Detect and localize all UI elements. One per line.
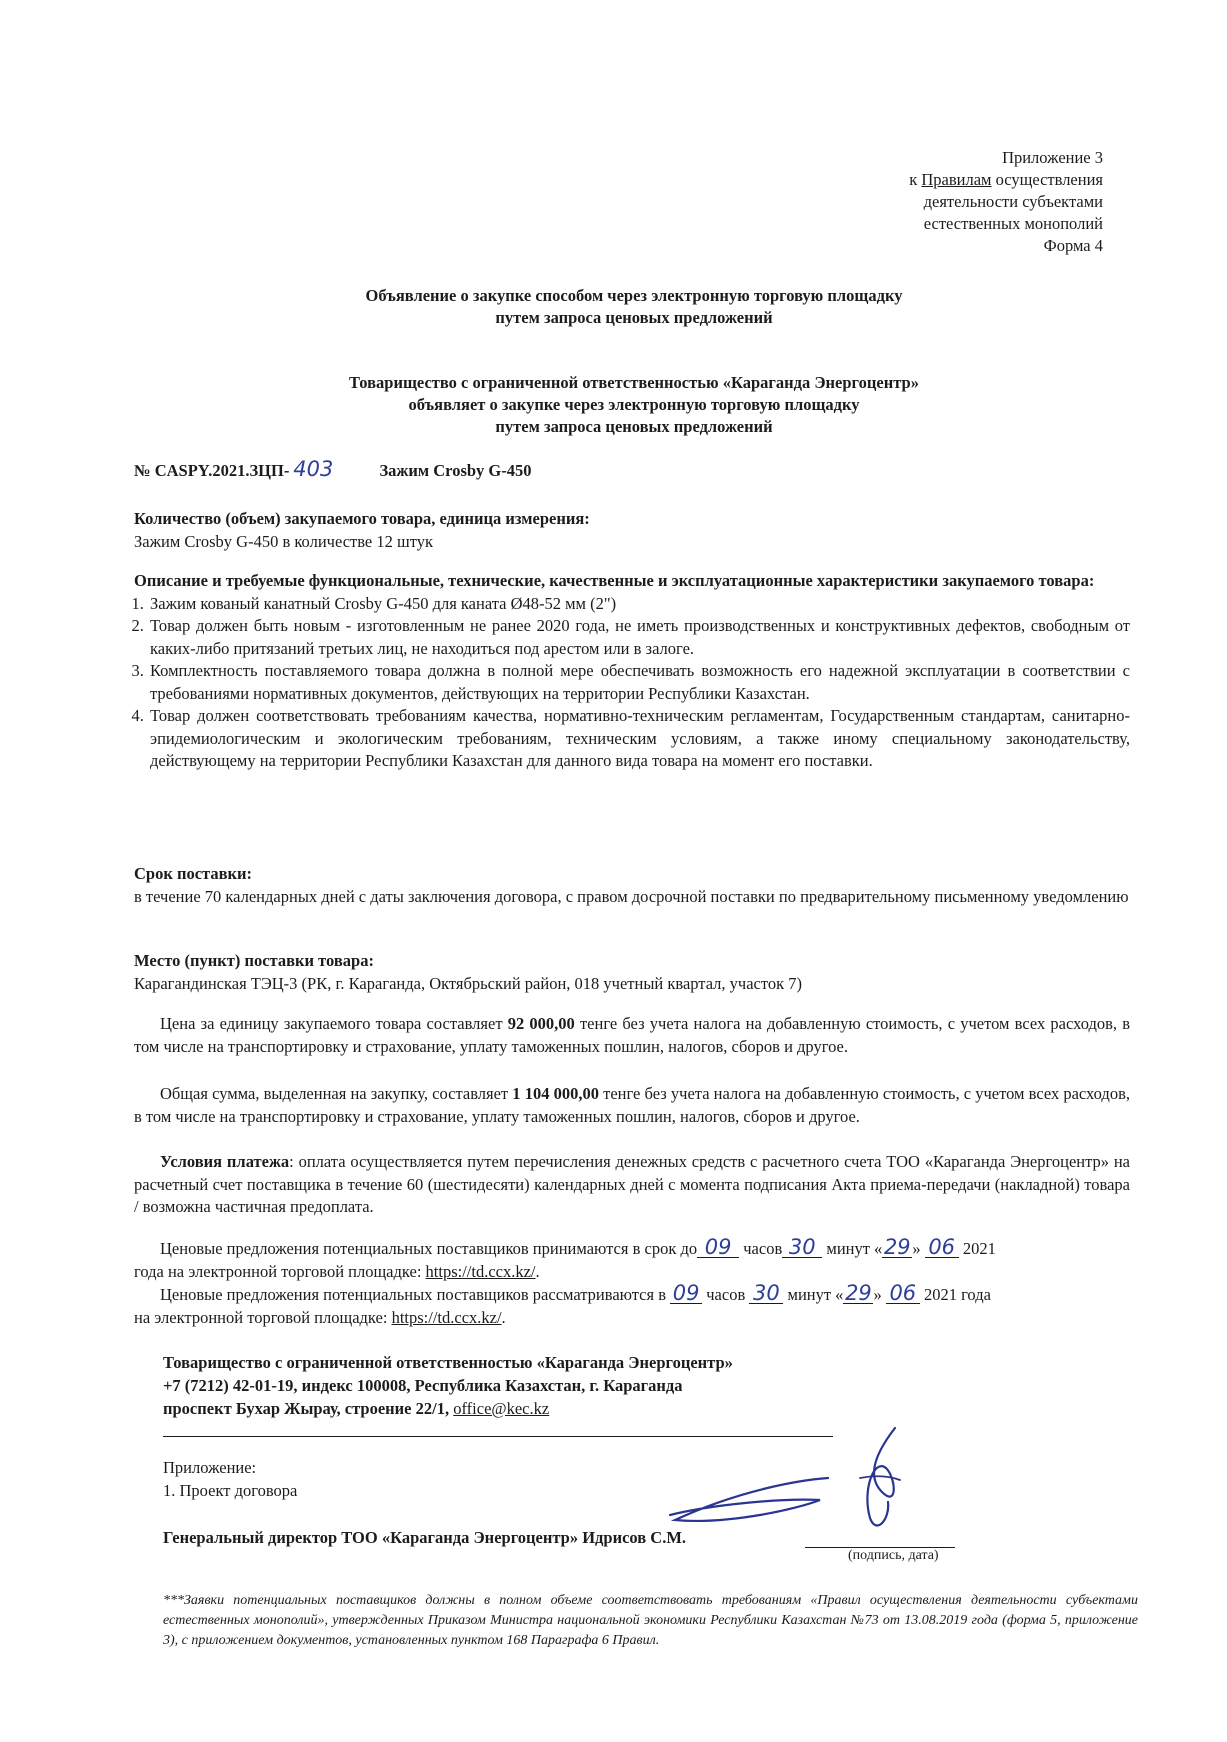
title-line-2: путем запроса ценовых предложений — [495, 308, 773, 327]
rules-link[interactable]: Правилам — [921, 170, 992, 189]
unit-price-amount: 92 000,00 — [507, 1014, 575, 1033]
description-section — [134, 570, 1130, 773]
contacts-block — [163, 1351, 1063, 1420]
delivery-term-text: в течение 70 календарных дней с даты заключения договора, с правом досрочной поставки по предварительному письменному уведомлению — [134, 886, 1129, 906]
announcer-line-2: объявляет о закупке через электронную торговую площадку — [408, 395, 860, 414]
announcer-line-3: путем запроса ценовых предложений — [495, 417, 773, 436]
appendix-line-3: деятельности субъектами — [923, 192, 1103, 211]
quantity-text: Зажим Crosby G-450 в количестве 12 штук — [134, 531, 433, 551]
description-heading: Описание и требуемые функциональные, технические, качественные и эксплуатационные характеристики закупаемого товара: — [134, 571, 1095, 590]
appendix-rules-line: к Правилам осуществления — [909, 170, 1103, 189]
announcer-line-1: Товарищество с ограниченной ответственностью «Караганда Энергоцентр» — [349, 373, 919, 392]
description-item: 3. Комплектность поставляемого товара должна в полной мере обеспечивать возможность его надежной эксплуатации в соответствии с требованиями нормативных документов, действующих на территории Республики Казахстан. — [148, 660, 1130, 705]
unit-price-paragraph: Цена за единицу закупаемого товара составляет 92 000,00 тенге без учета налога на добавленную стоимость, с учетом всех расходов, в том числе на транспортировку и страхование, уплату таможенных пошлин, налогов, сборов и другое. — [134, 1014, 1130, 1056]
review-hour: 09 — [670, 1284, 702, 1304]
contact-email-link[interactable]: office@kec.kz — [453, 1399, 550, 1418]
contacts-line-1: Товарищество с ограниченной ответственностью «Караганда Энергоцентр» — [163, 1353, 733, 1372]
description-list — [122, 593, 1130, 773]
review-paragraph — [134, 1281, 1134, 1329]
attachments-heading: Приложение: — [163, 1458, 257, 1477]
review-line-1: Ценовые предложения потенциальных поставщиков рассматриваются в 09 часов 30 минут «29» 06 2021 года — [160, 1281, 991, 1305]
announcer-block — [134, 372, 1134, 438]
signature-image — [650, 1420, 970, 1540]
description-item: 1. Зажим кованый канатный Crosby G-450 для каната Ø48-52 мм (2") — [148, 593, 1130, 616]
quantity-heading: Количество (объем) закупаемого товара, единица измерения: — [134, 509, 590, 528]
appendix-number: Приложение 3 — [1002, 148, 1103, 167]
footnote: ***Заявки потенциальных поставщиков должны в полном объеме соответствовать требованиям «Правил осуществления деятельности субъектами естественных монополий», утвержденных Приказом Министра национальной экономики Республики Казахстан №73 от 13.08.2019 года (форма 5, приложение 3), с приложением документов, установленных пунктом 168 Параграфа 6 Правил. — [163, 1593, 1138, 1648]
acceptance-day: 29 — [883, 1235, 911, 1259]
total-price-paragraph: Общая сумма, выделенная на закупку, составляет 1 104 000,00 тенге без учета налога на добавленную стоимость, с учетом всех расходов, в том числе на транспортировку и страхование, уплату таможенных пошлин, налогов, сборов и другое. — [134, 1084, 1130, 1126]
appendix-reference — [743, 147, 1103, 257]
description-item: 2. Товар должен быть новым - изготовленным не ранее 2020 года, не иметь производственных и конструктивных дефектов, свободным от каких-либо притязаний третьих лиц, не находиться под арестом или в залоге. — [148, 615, 1130, 660]
signature-caption: (подпись, дата) — [848, 1548, 939, 1563]
delivery-term-heading: Срок поставки: — [134, 864, 253, 883]
lot-name: Зажим Crosby G-450 — [379, 461, 532, 480]
signatory-text: Генеральный директор ТОО «Караганда Энергоцентр» Идрисов С.М. — [163, 1528, 687, 1547]
total-price-amount: 1 104 000,00 — [512, 1084, 599, 1103]
review-month: 06 — [886, 1284, 920, 1304]
lot-line — [134, 457, 834, 483]
review-minute: 30 — [749, 1284, 783, 1304]
acceptance-paragraph — [134, 1235, 1134, 1283]
delivery-place-heading: Место (пункт) поставки товара: — [134, 951, 374, 970]
acceptance-line-2: года на электронной торговой площадке: https://td.ccx.kz/. — [134, 1261, 540, 1281]
review-line-2: на электронной торговой площадке: https://td.ccx.kz/. — [134, 1307, 506, 1327]
title-line-1: Объявление о закупке способом через электронную торговую площадку — [365, 286, 903, 305]
document-title — [134, 285, 1134, 329]
attachments-block — [163, 1457, 563, 1502]
payment-terms-paragraph: Условия платежа: оплата осуществляется путем перечисления денежных средств с расчетного счета ТОО «Караганда Энергоцентр» на расчетный счет поставщика в течение 60 (шестидесяти) календарных дней с момента подписания Акта приема-передачи (накладной) товара / возможна частичная предоплата. — [134, 1152, 1130, 1216]
appendix-line-4: естественных монополий — [923, 214, 1103, 233]
review-day: 29 — [845, 1281, 872, 1305]
acceptance-line-1: Ценовые предложения потенциальных поставщиков принимаются в срок до 09 часов 30 минут «29» 06 2021 — [160, 1235, 996, 1259]
lot-number-label: № CASPY.2021.ЗЦП- — [134, 461, 290, 480]
attachment-item: 1. Проект договора — [163, 1480, 298, 1500]
contacts-line-2: +7 (7212) 42-01-19, индекс 100008, Республика Казахстан, г. Караганда — [163, 1376, 683, 1395]
delivery-term-section — [134, 863, 1130, 908]
acceptance-minute: 30 — [782, 1238, 822, 1258]
description-item: 4. Товар должен соответствовать требованиям качества, нормативно-техническим регламентам, Государственным стандартам, санитарно-эпидемиологическим и экологическим требованиям, техническим условиям, а также иному специальному законодательству, действующему на территории Республики Казахстан для данного вида товара на момент его поставки. — [148, 705, 1130, 773]
acceptance-platform-link[interactable]: https://td.ccx.kz/ — [425, 1261, 536, 1281]
review-platform-link[interactable]: https://td.ccx.kz/ — [391, 1307, 502, 1327]
acceptance-hour: 09 — [697, 1238, 739, 1258]
contacts-line-3: проспект Бухар Жырау, строение 22/1, office@kec.kz — [163, 1399, 550, 1418]
signatory-line — [163, 1527, 863, 1550]
delivery-place-text: Карагандинская ТЭЦ-3 (РК, г. Караганда, Октябрьский район, 018 учетный квартал, участок 7) — [134, 973, 802, 993]
quantity-section — [134, 508, 1134, 553]
payment-terms-label: Условия платежа — [160, 1152, 290, 1171]
acceptance-month: 06 — [925, 1238, 959, 1258]
delivery-place-section — [134, 950, 1130, 995]
lot-number-handwritten: 403 — [293, 457, 334, 481]
appendix-form: Форма 4 — [1043, 236, 1103, 255]
